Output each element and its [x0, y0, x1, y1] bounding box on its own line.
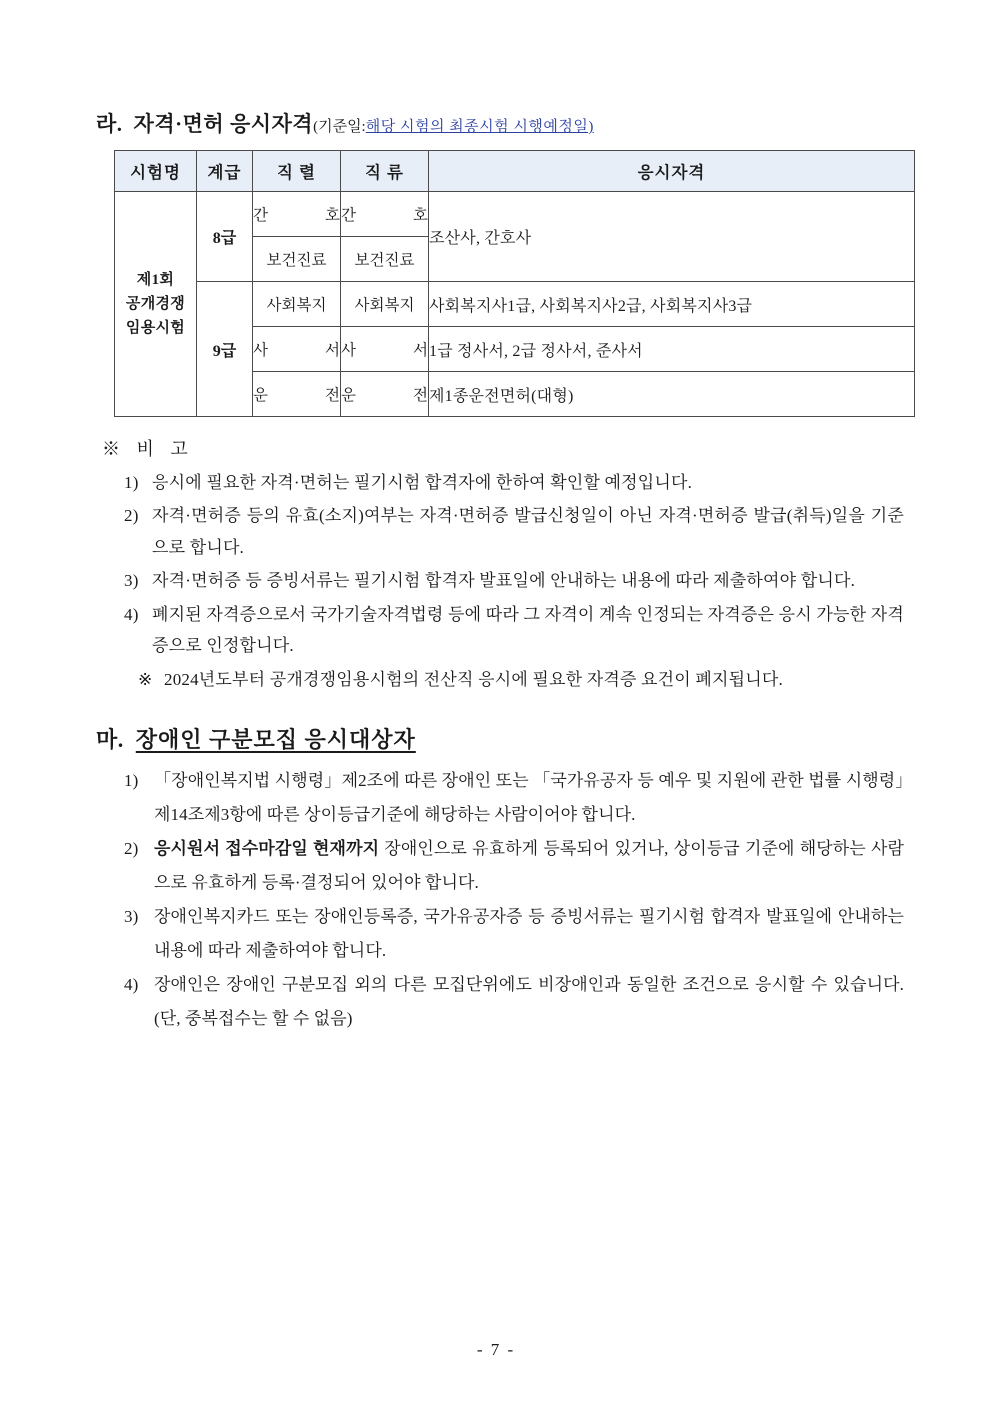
cell-class-welfare: 사회복지	[341, 282, 429, 327]
disability-item	[124, 832, 904, 900]
header-grade: 계급	[197, 151, 253, 192]
remark-item	[124, 664, 904, 695]
table-header-row	[115, 151, 915, 192]
series-right: 호	[325, 207, 340, 224]
item-text: 장애인은 장애인 구분모집 외의 다른 모집단위에도 비장애인과 동일한 조건으로 응시할 수 있습니다. (단, 중복접수는 할 수 없음)	[154, 975, 904, 1029]
section-heading-ra	[96, 108, 904, 138]
cell-series-nursing	[253, 192, 341, 237]
page-footer: - 7 -	[476, 1340, 516, 1359]
cell-grade-9: 9급	[197, 282, 253, 417]
cell-series-driving	[253, 372, 341, 417]
class-right: 전	[413, 387, 428, 404]
table-row	[115, 192, 915, 237]
section-label-ma: 마.	[96, 727, 124, 753]
item-marker: 4)	[124, 975, 139, 995]
exam-name-line: 공개경쟁	[125, 296, 186, 312]
section-label-ra: 라.	[96, 112, 123, 136]
disability-item	[124, 900, 904, 968]
cell-qualification-nursing: 조산사, 간호사	[429, 192, 915, 282]
section-title-ma: 장애인 구분모집 응시대상자	[135, 727, 416, 753]
cell-series-welfare: 사회복지	[253, 282, 341, 327]
remark-text: 응시에 필요한 자격·면허는 필기시험 합격자에 한하여 확인할 예정입니다.	[152, 473, 693, 492]
disability-item	[124, 764, 904, 832]
remark-text: 폐지된 자격증으로서 국가기술자격법령 등에 따라 그 자격이 계속 인정되는 자격증은 응시 가능한 자격증으로 인정합니다.	[152, 604, 904, 656]
cell-grade-8: 8급	[197, 192, 253, 282]
cell-qualification-driving: 제1종운전면허(대형)	[429, 372, 915, 417]
header-series: 직 렬	[253, 151, 341, 192]
remark-marker: 1)	[124, 473, 139, 492]
qualification-table	[114, 150, 915, 417]
class-right: 호	[413, 207, 428, 224]
remark-item	[124, 467, 904, 498]
series-left: 사	[253, 342, 268, 359]
remark-marker: 3)	[124, 571, 139, 591]
series-left: 운	[253, 387, 268, 404]
series-left: 간	[253, 207, 268, 224]
remark-text: 자격·면허증 등의 유효(소지)여부는 자격·면허증 발급신청일이 아닌 자격·면허증 발급(취득)일을 기준으로 합니다.	[152, 506, 904, 557]
section-heading-ma	[96, 723, 904, 754]
table-row	[115, 282, 915, 327]
class-left: 간	[341, 207, 356, 224]
cell-class-nursing	[341, 192, 429, 237]
cell-qualification-welfare: 사회복지사1급, 사회복지사2급, 사회복지사3급	[429, 282, 915, 327]
exam-name-line: 제1회	[136, 272, 175, 288]
remark-marker: 4)	[124, 604, 139, 624]
cell-class-librarian	[341, 327, 429, 372]
remark-marker: 2)	[124, 506, 139, 526]
section-note-prefix: (기준일:	[313, 119, 366, 135]
cell-exam-name	[115, 192, 197, 417]
remark-item	[124, 599, 904, 662]
header-qualification: 응시자격	[429, 151, 915, 192]
series-right: 서	[325, 342, 340, 359]
item-text: 응시원서 접수마감일 현재까지 장애인으로 유효하게 등록되어 있거나, 상이등급 기준에 해당하는 사람으로 유효하게 등록·결정되어 있어야 합니다.	[154, 839, 904, 893]
remark-marker: ※	[138, 669, 153, 689]
cell-qualification-librarian: 1급 정사서, 2급 정사서, 준사서	[429, 327, 915, 372]
header-class: 직 류	[341, 151, 429, 192]
item-text: 장애인복지카드 또는 장애인등록증, 국가유공자증 등 증빙서류는 필기시험 합격자 발표일에 안내하는 내용에 따라 제출하여야 합니다.	[154, 907, 904, 961]
cell-series-health: 보건진료	[253, 237, 341, 282]
item-marker: 3)	[124, 907, 139, 927]
class-left: 사	[341, 342, 356, 359]
remark-item	[124, 565, 904, 596]
class-right: 서	[413, 342, 428, 359]
item-marker: 1)	[124, 771, 139, 791]
remark-text: 2024년도부터 공개경쟁임용시험의 전산직 응시에 필요한 자격증 요건이 폐지됩니다.	[164, 669, 783, 689]
cell-series-librarian	[253, 327, 341, 372]
class-left: 운	[341, 387, 356, 404]
cell-class-health: 보건진료	[341, 237, 429, 282]
header-exam-name: 시험명	[115, 151, 197, 192]
remark-text: 자격·면허증 등 증빙서류는 필기시험 합격자 발표일에 안내하는 내용에 따라 제출하여야 합니다.	[152, 571, 856, 591]
exam-name-line: 임용시험	[125, 320, 186, 336]
remark-item	[124, 500, 904, 563]
remarks-heading: ※ 비 고	[102, 439, 194, 459]
series-right: 전	[325, 387, 340, 404]
remarks-list	[96, 467, 904, 695]
item-marker: 2)	[124, 839, 139, 859]
section-title-ra: 자격·면허 응시자격	[133, 112, 314, 136]
disability-item	[124, 968, 904, 1036]
cell-class-driving	[341, 372, 429, 417]
item-text: 「장애인복지법 시행령」제2조에 따른 장애인 또는 「국가유공자 등 예우 및 지원에 관한 법률 시행령」제14조제3항에 따른 상이등급기준에 해당하는 사람이어야 합니다.	[154, 771, 904, 825]
section-note-link[interactable]: 해당 시험의 최종시험 시행예정일)	[365, 119, 594, 135]
disability-list	[96, 764, 904, 1036]
